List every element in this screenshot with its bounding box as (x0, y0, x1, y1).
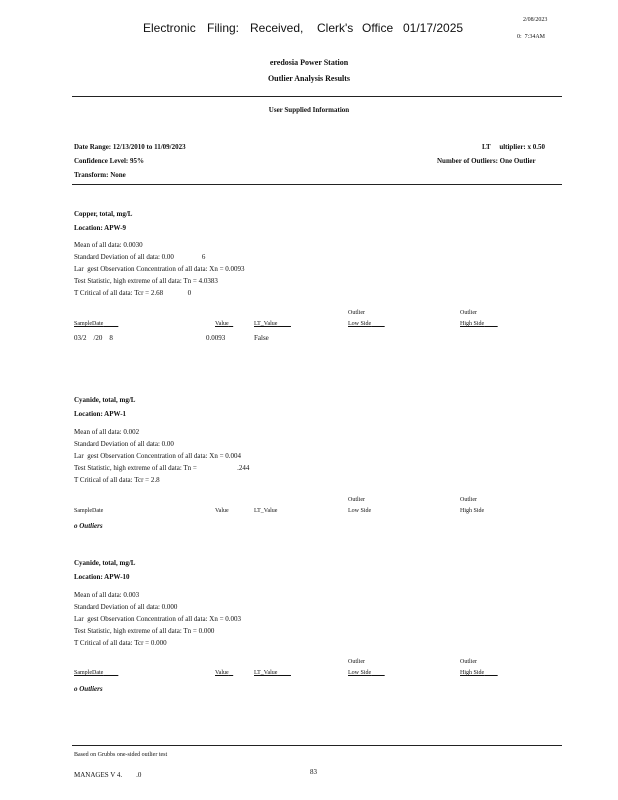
column-value: Value (215, 508, 229, 514)
t-critical: T Critical of all data: Tcr = 2.8 (74, 476, 160, 484)
footer-divider (72, 745, 562, 746)
t-critical: T Critical of all data: Tcr = 0.000 (74, 639, 167, 647)
stamp-date: 01/17/2025 (403, 21, 464, 35)
stamp-word-office: Office (362, 21, 394, 35)
column-low-side: Low Side (348, 508, 372, 514)
parameter-name: Cyanide, total, mg/L (74, 396, 136, 404)
column-high-side: High Side (460, 508, 485, 514)
column-high-side: High Side (460, 670, 485, 676)
location: Location: APW-10 (74, 573, 130, 581)
column-high-side: High Side (460, 321, 485, 327)
standard-deviation: Standard Deviation of all data: 0.00 (74, 440, 174, 448)
largest-observation: Lar gest Observation Concentration of all data: Xn = 0.0093 (74, 265, 245, 273)
column-sample-date: SampleDate (74, 670, 104, 676)
t-critical: T Critical of all data: Tcr = 2.68 0 (74, 289, 192, 297)
column-low-side: Low Side (348, 670, 372, 676)
stamp-word-filing: Filing: (207, 21, 240, 35)
largest-observation: Lar gest Observation Concentration of all data: Xn = 0.003 (74, 615, 242, 623)
station-name: eredosia Power Station (269, 58, 349, 67)
software-version: MANAGES V 4. .0 (74, 771, 142, 779)
no-outliers-note: o Outliers (74, 522, 103, 530)
outlier-high-header: Outlier (460, 497, 477, 503)
corner-time: 0: 7:34AM (517, 34, 546, 40)
column-low-side: Low Side (348, 321, 372, 327)
standard-deviation: Standard Deviation of all data: 0.00 6 (74, 253, 206, 261)
standard-deviation: Standard Deviation of all data: 0.000 (74, 603, 178, 611)
mean-value: Mean of all data: 0.002 (74, 428, 140, 436)
row-sample-date: 03/2 /20 8 (74, 334, 113, 342)
column-value: Value (215, 670, 229, 676)
row-value: 0.0093 (206, 334, 226, 342)
outlier-low-header: Outlier (348, 497, 365, 503)
location: Location: APW-9 (74, 224, 127, 232)
divider (72, 184, 562, 185)
outlier-high-header: Outlier (460, 659, 477, 665)
page-number: 83 (310, 768, 317, 776)
lt-multiplier: LT ultiplier: x 0.50 (482, 143, 546, 151)
column-lt-value: LT_Value (254, 670, 278, 676)
confidence-level: Confidence Level: 95% (74, 157, 144, 165)
mean-value: Mean of all data: 0.003 (74, 591, 140, 599)
stamp-word-electronic: Electronic (143, 21, 196, 35)
number-of-outliers: Number of Outliers: One Outlier (437, 157, 536, 165)
test-statistic: Test Statistic, high extreme of all data: Tn = 0.000 (74, 627, 215, 635)
largest-observation: Lar gest Observation Concentration of all data: Xn = 0.004 (74, 452, 242, 460)
column-value: Value (215, 321, 229, 327)
column-lt-value: LT_Value (254, 321, 278, 327)
column-sample-date: SampleDate (74, 321, 104, 327)
outlier-high-header: Outlier (460, 310, 477, 316)
column-sample-date: SampleDate (74, 508, 104, 514)
footer-note: Based on Grubbs one-sided outlier test (74, 752, 168, 758)
mean-value: Mean of all data: 0.0030 (74, 241, 143, 249)
parameter-name: Cyanide, total, mg/L (74, 559, 136, 567)
report-title: Outlier Analysis Results (267, 74, 351, 83)
column-lt-value: LT_Value (254, 508, 278, 514)
row-lt-value: False (254, 334, 269, 342)
outlier-low-header: Outlier (348, 310, 365, 316)
location: Location: APW-1 (74, 410, 127, 418)
outlier-low-header: Outlier (348, 659, 365, 665)
test-statistic: Test Statistic, high extreme of all data: Tn = 4.0383 (74, 277, 218, 285)
no-outliers-note: o Outliers (74, 685, 103, 693)
test-statistic: Test Statistic, high extreme of all data: Tn = .244 (74, 464, 250, 472)
parameter-name: Copper, total, mg/L (74, 210, 133, 218)
divider (72, 96, 562, 97)
report-subtitle: User Supplied Information (268, 106, 350, 114)
stamp-word-clerks: Clerk's (317, 21, 354, 35)
stamp-word-received: Received, (250, 21, 304, 35)
transform: Transform: None (74, 171, 126, 179)
corner-date: 2/08/2023 (523, 17, 548, 23)
date-range: Date Range: 12/13/2010 to 11/09/2023 (74, 143, 186, 151)
